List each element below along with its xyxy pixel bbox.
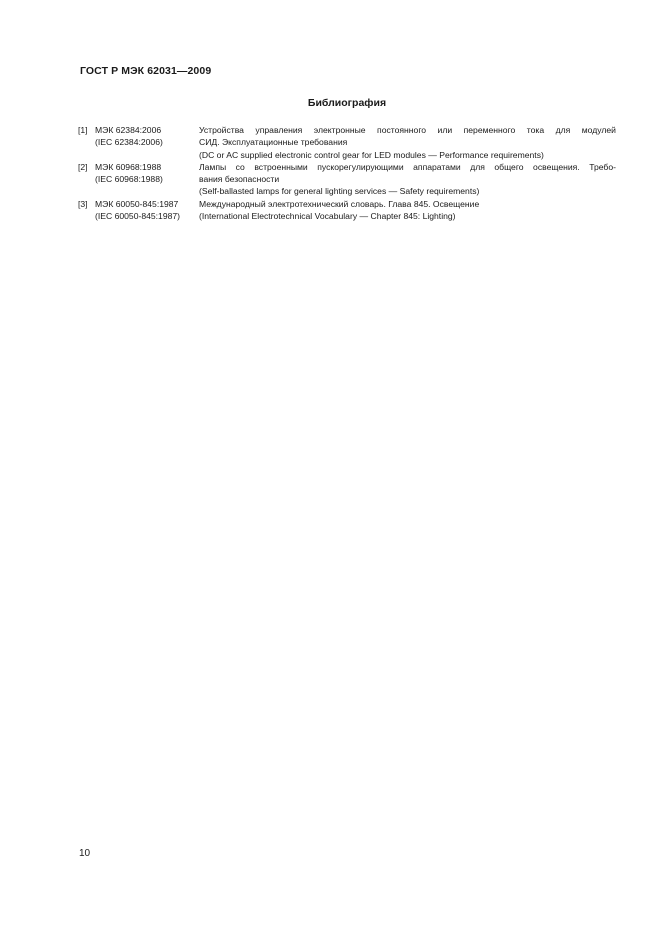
entry-description-line: Лампы со встроенными пускорегулирующими аппаратами для общего освещения. Требо- [199,161,616,172]
entry-description-line: Международный электротехнический словарь. Глава 845. Освещение [199,198,480,209]
entry-code [95,161,199,186]
bibliography-entry [78,198,616,223]
entry-description-line: (DC or AC supplied electronic control gear for LED modules — Performance requirements) [199,149,544,160]
entry-description-line: СИД. Эксплуатационные требования [199,137,348,148]
entry-number: [2] [78,161,88,172]
document-header: ГОСТ Р МЭК 62031—2009 [80,65,212,77]
entry-description-line: Устройства управления электронные постоянного или переменного тока для модулей [199,125,616,135]
entry-number: [1] [78,125,88,135]
bibliography-entry [78,161,616,198]
bibliography-entry [78,124,616,161]
entry-number: [3] [78,198,88,209]
entry-code [95,198,199,223]
entry-code-en: (IEC 62384:2006) [95,137,163,148]
entry-code-en: (IEC 60050-845:1987) [95,211,181,222]
entry-description [199,161,616,198]
bibliography-title: Библиография [307,97,387,109]
entry-code-ru: МЭК 60968:1988 [95,161,162,172]
entry-code-en: (IEC 60968:1988) [95,174,163,185]
entry-code [95,124,199,149]
entry-code-ru: МЭК 60050-845:1987 [95,198,179,209]
entry-description-line: (International Electrotechnical Vocabulary — Chapter 845: Lighting) [199,211,456,222]
entry-description-line: (Self-ballasted lamps for general lighting services — Safety requirements) [199,186,480,197]
bibliography-list [78,124,616,222]
entry-description-line: вания безопасности [199,174,280,185]
entry-description [199,198,616,223]
page-number: 10 [79,848,91,859]
entry-description [199,124,616,161]
entry-code-ru: МЭК 62384:2006 [95,125,162,135]
